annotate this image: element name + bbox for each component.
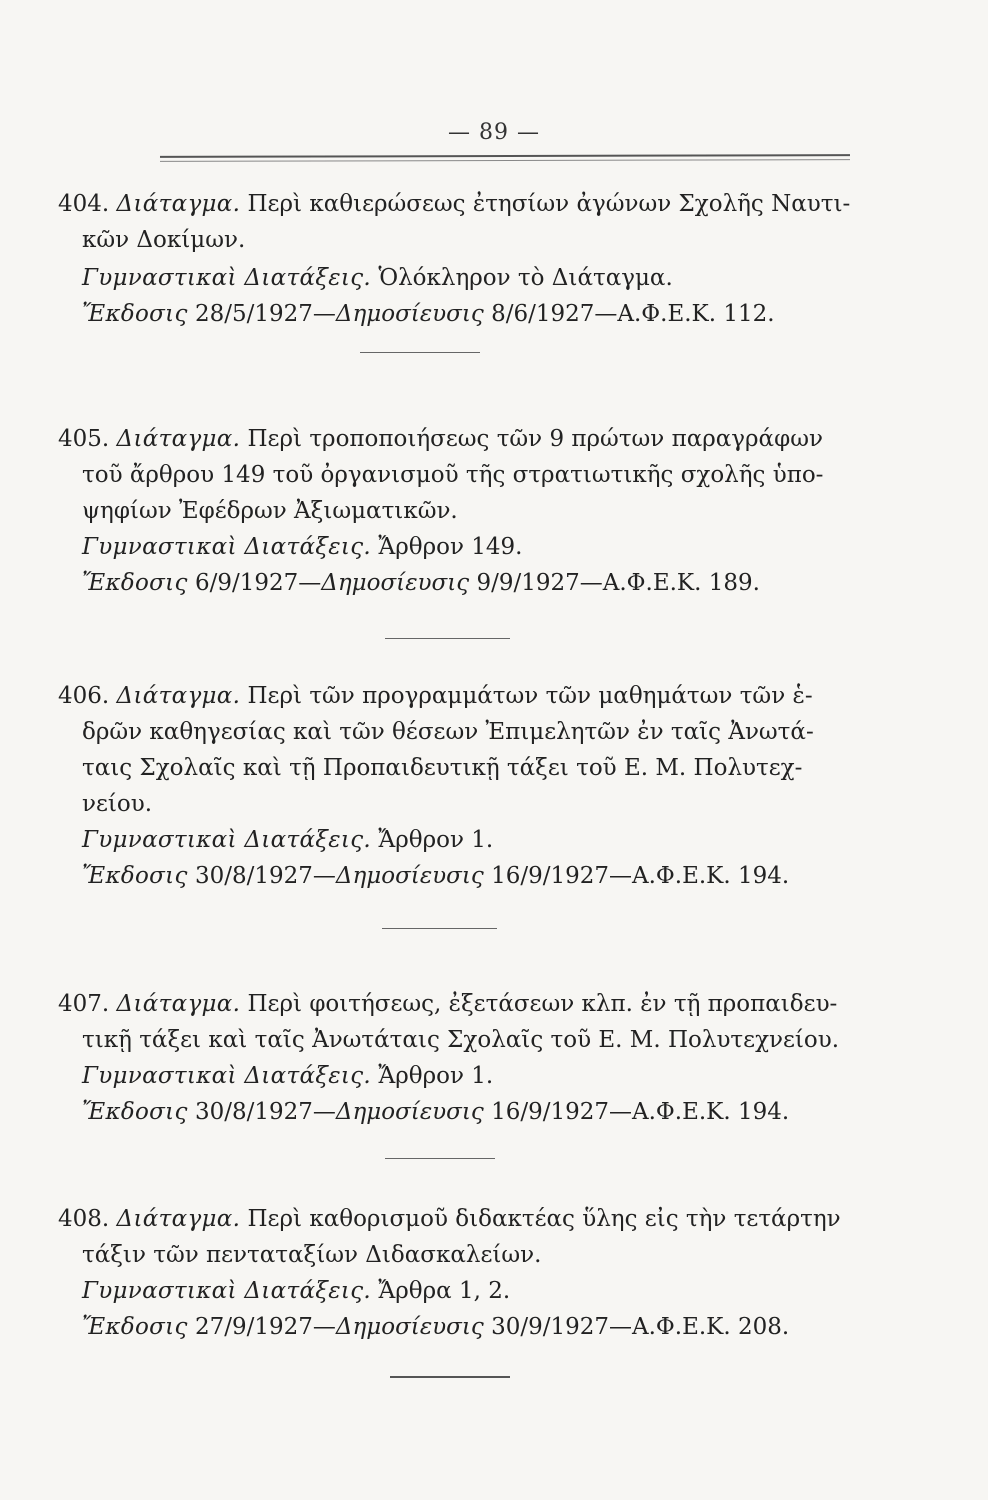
entry-publication-line — [82, 1313, 789, 1341]
header-rule — [160, 154, 850, 162]
issue-label: Ἔκδοσις — [82, 570, 188, 596]
publication-value: 8/6/1927—Α.Φ.Ε.Κ. 112. — [491, 301, 775, 327]
entry-kind: Διάταγμα. — [116, 426, 241, 452]
entry-title-line — [58, 425, 823, 453]
publication-label: Δημοσίευσις — [335, 1314, 484, 1340]
provision-label: Γυμναστικαὶ Διατάξεις. — [82, 1278, 372, 1304]
entry-provision-line — [82, 533, 522, 561]
entry-kind: Διάταγμα. — [116, 1206, 241, 1232]
entry-publication-line — [82, 300, 775, 328]
entry-kind: Διάταγμα. — [116, 991, 241, 1017]
entry-kind: Διάταγμα. — [116, 683, 241, 709]
entry-title-1: Περὶ καθορισμοῦ διδακτέας ὕλης εἰς τὴν τετάρτην — [247, 1206, 841, 1232]
entry-title-2: δρῶν καθηγεσίας καὶ τῶν θέσεων Ἐπιμελητῶν ἐν ταῖς Ἀνωτά- — [82, 719, 814, 745]
publication-value: 16/9/1927—Α.Φ.Ε.Κ. 194. — [491, 1099, 790, 1125]
entry-number: 406. — [58, 683, 110, 709]
provision-value: Ὁλόκληρον τὸ Διάταγμα. — [378, 265, 673, 291]
entry-publication-line — [82, 569, 760, 597]
entry-title-1: Περὶ καθιερώσεως ἐτησίων ἀγώνων Σχολῆς Ναυτι- — [247, 191, 851, 217]
entry-number: 404. — [58, 191, 110, 217]
page-number: — 89 — — [448, 120, 540, 145]
entry-provision-line — [82, 1062, 493, 1090]
entry-title-3: ψηφίων Ἐφέδρων Ἀξιωματικῶν. — [82, 498, 458, 524]
entry-title-1: Περὶ τροποποιήσεως τῶν 9 πρώτων παραγράφων — [247, 426, 823, 452]
issue-date: 6/9/1927— — [194, 570, 322, 596]
entry-number: 408. — [58, 1206, 110, 1232]
issue-label: Ἔκδοσις — [82, 863, 188, 889]
publication-label: Δημοσίευσις — [335, 301, 484, 327]
entry-title-line — [58, 990, 837, 1018]
entry-number: 407. — [58, 991, 110, 1017]
entry-title-3: ταις Σχολαῖς καὶ τῇ Προπαιδευτικῇ τάξει τοῦ Ε. Μ. Πολυτεχ- — [82, 755, 803, 781]
entry-title-2: τοῦ ἄρθρου 149 τοῦ ὀργανισμοῦ τῆς στρατιωτικῆς σχολῆς ὑπο- — [82, 462, 824, 488]
entry-separator — [385, 638, 510, 639]
entry-separator — [385, 1158, 495, 1159]
issue-label: Ἔκδοσις — [82, 1314, 188, 1340]
publication-label: Δημοσίευσις — [321, 570, 470, 596]
publication-label: Δημοσίευσις — [335, 1099, 484, 1125]
issue-date: 28/5/1927— — [194, 301, 336, 327]
provision-label: Γυμναστικαὶ Διατάξεις. — [82, 827, 372, 853]
issue-label: Ἔκδοσις — [82, 1099, 188, 1125]
provision-value: Ἄρθρα 1, 2. — [378, 1278, 511, 1304]
entry-title-2: κῶν Δοκίμων. — [82, 227, 246, 253]
publication-value: 16/9/1927—Α.Φ.Ε.Κ. 194. — [491, 863, 790, 889]
provision-value: Ἄρθρον 1. — [378, 827, 494, 853]
entry-title-line — [58, 190, 850, 218]
publication-label: Δημοσίευσις — [335, 863, 484, 889]
provision-value: Ἄρθρον 1. — [378, 1063, 494, 1089]
publication-value: 30/9/1927—Α.Φ.Ε.Κ. 208. — [491, 1314, 790, 1340]
entry-kind: Διάταγμα. — [116, 191, 241, 217]
entry-provision-line — [82, 264, 673, 292]
issue-date: 30/8/1927— — [194, 863, 336, 889]
entry-provision-line — [82, 826, 493, 854]
provision-label: Γυμναστικαὶ Διατάξεις. — [82, 265, 372, 291]
entry-publication-line — [82, 862, 789, 890]
entry-separator — [390, 1376, 510, 1378]
entry-title-1: Περὶ τῶν προγραμμάτων τῶν μαθημάτων τῶν ἑ- — [247, 683, 813, 709]
issue-date: 30/8/1927— — [194, 1099, 336, 1125]
entry-title-line — [58, 682, 813, 710]
provision-label: Γυμναστικαὶ Διατάξεις. — [82, 1063, 372, 1089]
provision-label: Γυμναστικαὶ Διατάξεις. — [82, 534, 372, 560]
entry-number: 405. — [58, 426, 110, 452]
entry-title-2: τάξιν τῶν πενταταξίων Διδασκαλείων. — [82, 1242, 542, 1268]
entry-title-2: τικῇ τάξει καὶ ταῖς Ἀνωτάταις Σχολαῖς τοῦ Ε. Μ. Πολυτεχνείου. — [82, 1027, 840, 1053]
publication-value: 9/9/1927—Α.Φ.Ε.Κ. 189. — [476, 570, 760, 596]
entry-publication-line — [82, 1098, 789, 1126]
entry-title-1: Περὶ φοιτήσεως, ἐξετάσεων κλπ. ἐν τῇ προπαιδευ- — [247, 991, 838, 1017]
issue-label: Ἔκδοσις — [82, 301, 188, 327]
issue-date: 27/9/1927— — [194, 1314, 336, 1340]
entry-title-line — [58, 1205, 841, 1233]
entry-title-4: νείου. — [82, 791, 153, 817]
entry-separator — [360, 352, 480, 353]
entry-separator — [382, 928, 497, 929]
provision-value: Ἄρθρον 149. — [378, 534, 523, 560]
entry-provision-line — [82, 1277, 510, 1305]
